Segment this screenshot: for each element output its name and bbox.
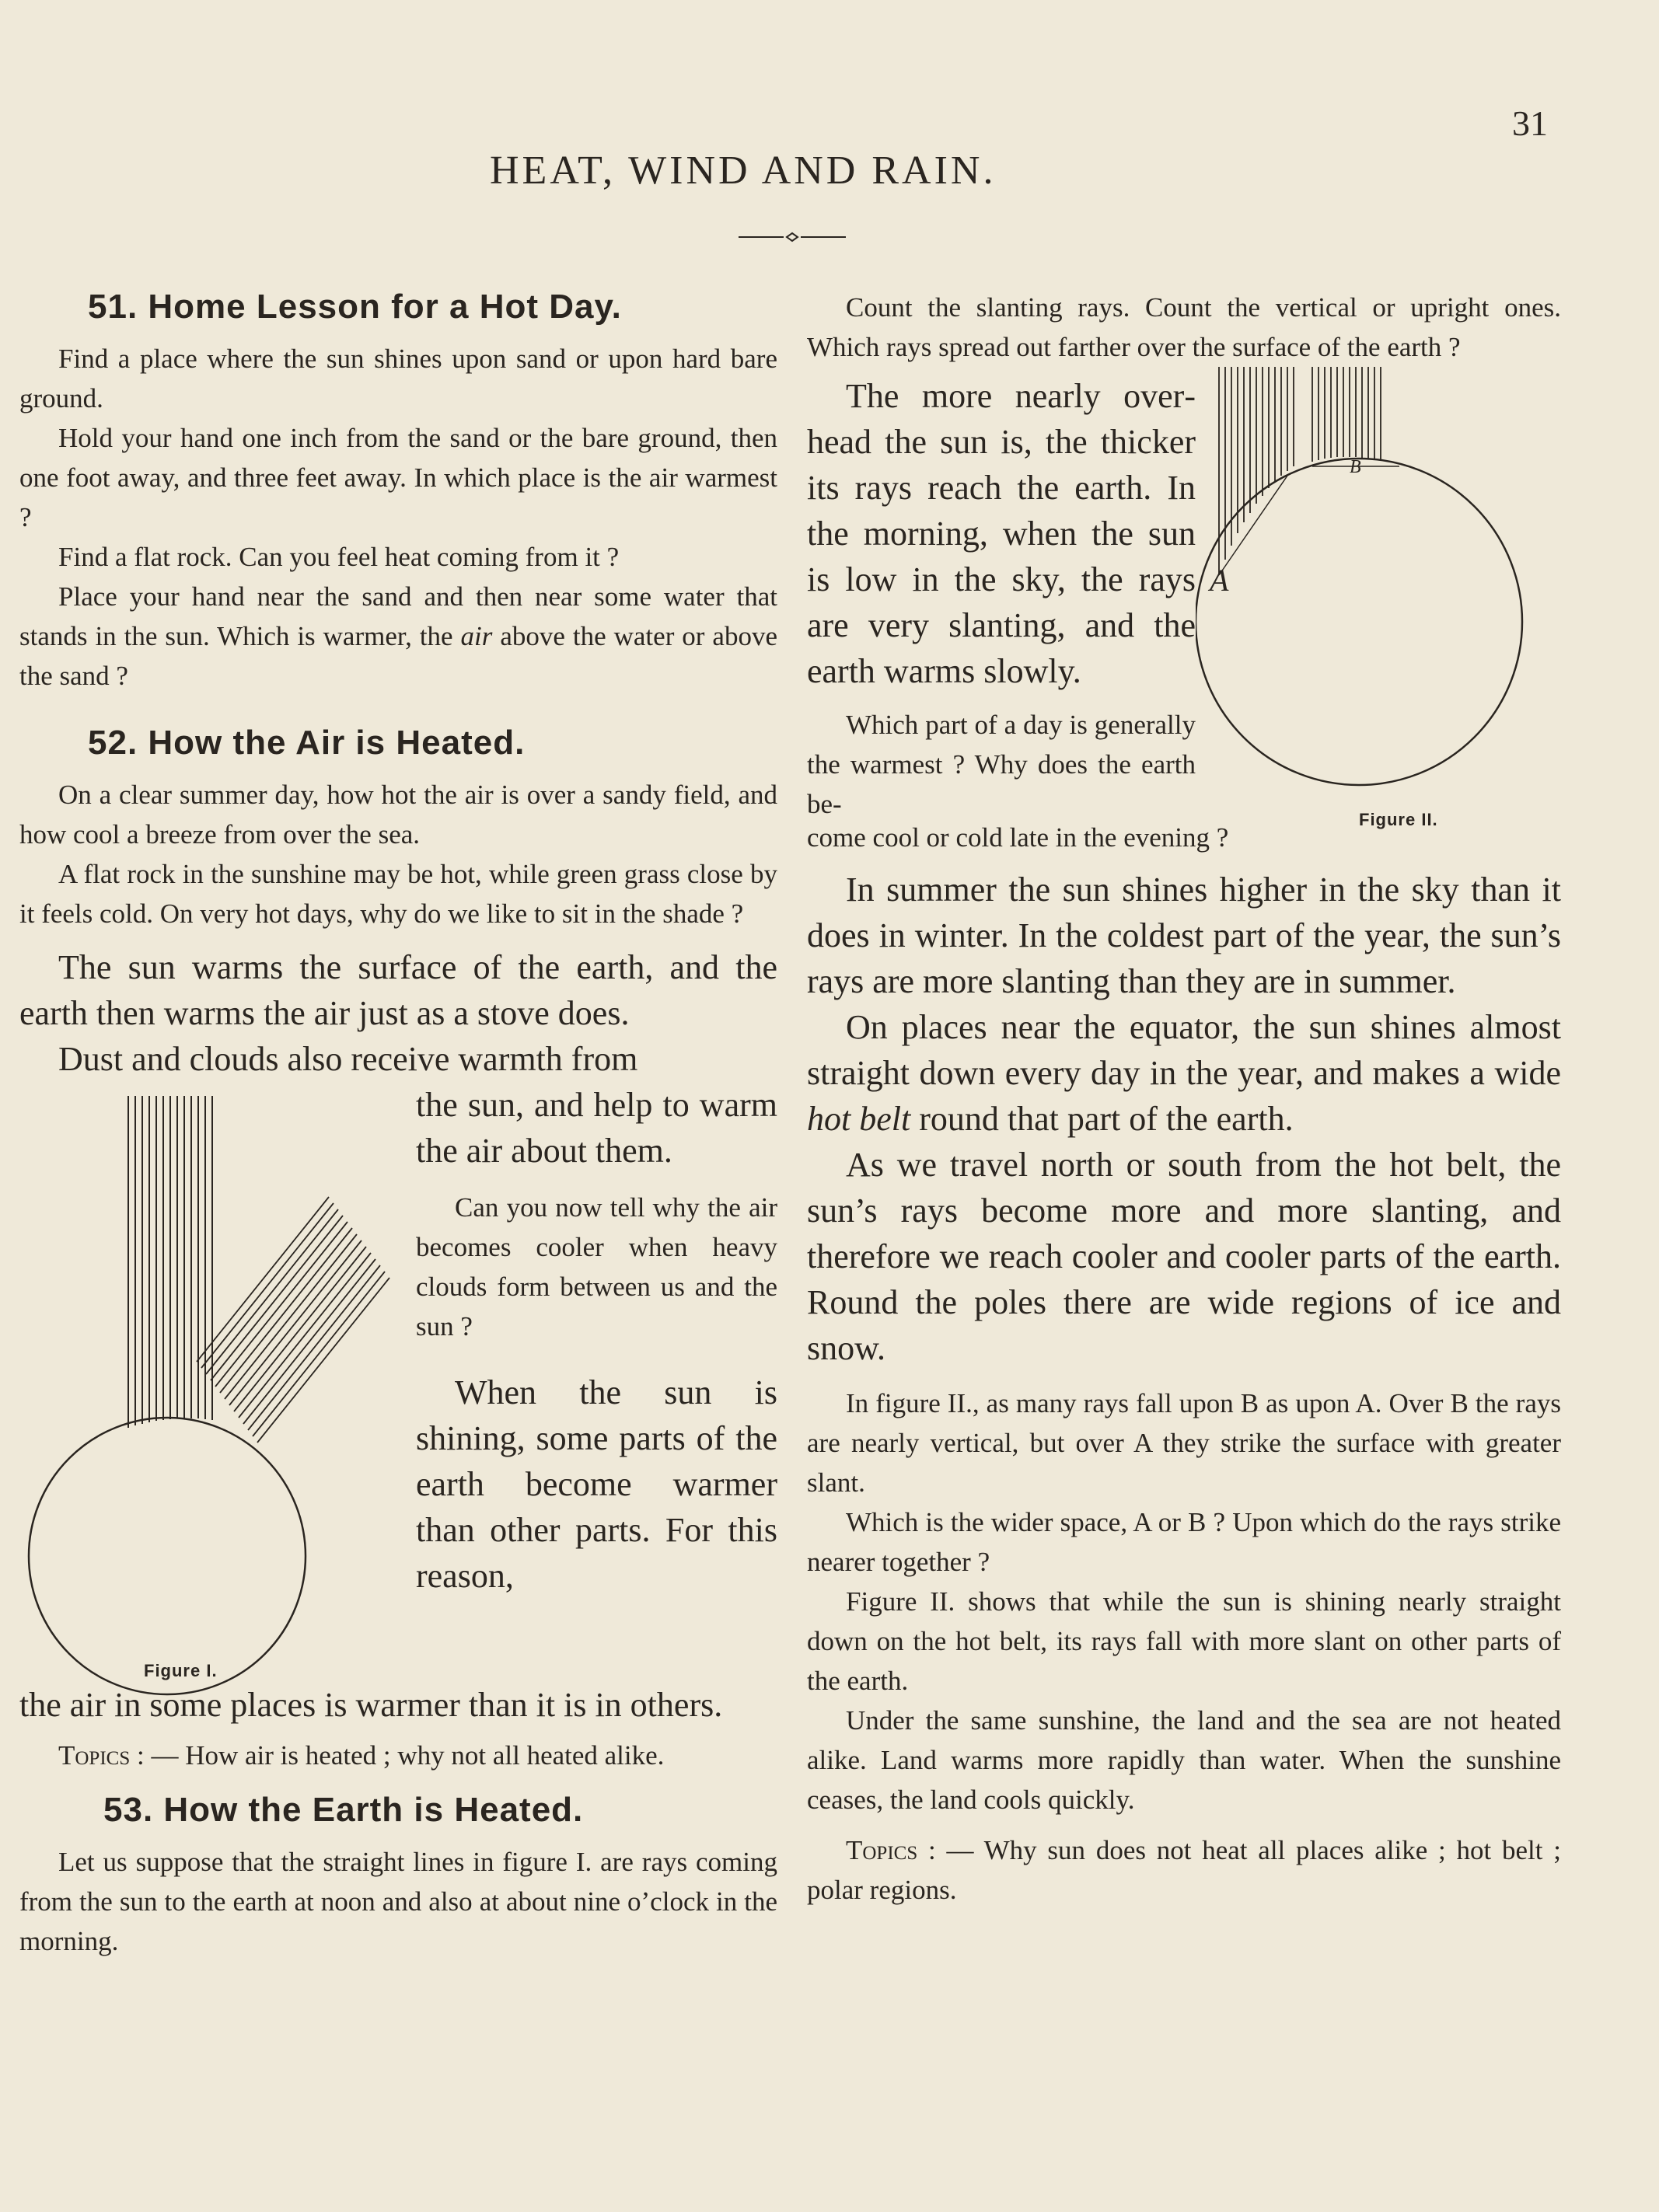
r-q1b: come cool or cold late in the evening ? [807, 822, 1229, 853]
r-p1: Count the slanting rays. Count the vertical or upright ones. Which rays spread out farther over the surface of the earth ? [807, 292, 1561, 362]
heading-51: 51. Home Lesson for a Hot Day. [88, 288, 622, 326]
s52-topics-label: Topics : [58, 1740, 145, 1771]
heading-53: 53. How the Earth is Heated. [103, 1791, 584, 1829]
r-p4-hot-belt: hot belt [807, 1100, 911, 1138]
s53-p1: Let us suppose that the straight lines in figure I. are rays coming from the sun to the earth at noon and also at about nine o’clock in the morning. [19, 1847, 777, 1956]
r-s1: In figure II., as many rays fall upon B as upon A. Over B the rays are nearly vertical, but over A they strike the surface with greater slant. [807, 1388, 1561, 1498]
r-s3: Figure II. shows that while the sun is shining nearly straight down on the hot belt, its rays fall with more slant on other parts of the earth. [807, 1586, 1561, 1696]
ornament-divider [739, 229, 846, 245]
s52-topics-text: — How air is heated ; why not all heated alike. [144, 1740, 665, 1771]
s51-p4-post: above the water or above the sand ? [19, 621, 777, 691]
s51-p4-pre: Place your hand near the sand and then near some water that stands in the sun. Which is warmer, the [19, 581, 777, 651]
r-topics-text: — Why sun does not heat all places alike ; hot belt ; polar regions. [807, 1835, 1561, 1905]
s52-topics [19, 1736, 777, 1775]
r-p4-pre: On places near the equator, the sun shines almost straight down every day in the year, and makes a wide [807, 1008, 1561, 1092]
s52-p1: On a clear summer day, how hot the air is over a sandy field, and how cool a breeze from over the sea. [19, 780, 777, 850]
figure-1-diagram [19, 1082, 400, 1696]
r-s2: Which is the wider space, A or B ? Upon which do the rays strike nearer together ? [807, 1507, 1561, 1577]
s52-p4a: Dust and clouds also receive warmth from [58, 1040, 638, 1078]
right-column [807, 288, 1561, 1910]
figure-2-label-a: A [1210, 563, 1229, 598]
r-topics-label: Topics : [846, 1835, 936, 1865]
left-column [19, 288, 777, 1961]
s51-p4 [19, 577, 777, 696]
s52-p5b: the air in some places is warmer than it is in others. [19, 1686, 723, 1724]
s52-p3: The sun warms the surface of the earth, and the earth then warms the air just as a stove does. [19, 948, 777, 1032]
figure-1-block [19, 1082, 777, 1697]
figure-2-label: Figure II. [1359, 810, 1438, 829]
s52-p2: A flat rock in the sunshine may be hot, while green grass close by it feels cold. On very hot days, why do we like to sit in the shade ? [19, 859, 777, 929]
figure-2-label-b: B [1350, 457, 1361, 477]
r-p2: The more nearly overhead the sun is, the thicker its rays reach the earth. In the morning, when the sun is low in the sky, the rays are very slanting, and the earth warms slowly. [807, 377, 1196, 690]
r-p4 [807, 1004, 1561, 1142]
s51-p3: Find a flat rock. Can you feel heat coming from it ? [58, 542, 620, 572]
s52-question: Can you now tell why the air becomes cooler when heavy clouds form between us and the sun ? [416, 1192, 777, 1342]
s51-p4-air: air [460, 621, 493, 651]
r-s4: Under the same sunshine, the land and the sea are not heated alike. Land warms more rapidly than water. When the sunshine ceases, the land cools quickly. [807, 1705, 1561, 1815]
s52-p4b: the sun, and help to warm the air about them. [416, 1086, 777, 1170]
page-number: 31 [1512, 103, 1548, 143]
r-p5: As we travel north or south from the hot belt, the sun’s rays become more and more slanting, and therefore we reach cooler and cooler parts of the earth. Round the poles there are wide regions of ice and snow. [807, 1146, 1561, 1367]
r-q1a: Which part of a day is generally the warmest ? Why does the earth be- [807, 710, 1196, 819]
figure-2-side-text [807, 373, 1196, 824]
s52-p5a: When the sun is shining, some parts of the earth become warmer than other parts. For this reason, [416, 1373, 777, 1595]
r-p4-post: round that part of the earth. [910, 1100, 1294, 1138]
r-topics [807, 1830, 1561, 1910]
s51-p1: Find a place where the sun shines upon sand or upon hard bare ground. [19, 344, 777, 413]
r-p3: In summer the sun shines higher in the sky than it does in winter. In the coldest part of the year, the sun’s rays are more slanting than they are in summer. [807, 870, 1561, 1000]
figure-1-side-text [416, 1082, 777, 1599]
heading-52: 52. How the Air is Heated. [88, 724, 526, 762]
figure-1-label: Figure I. [144, 1661, 218, 1680]
running-head: HEAT, WIND AND RAIN. [490, 148, 997, 193]
figure-2-diagram [1196, 350, 1561, 894]
figure-2-block [807, 373, 1561, 917]
s51-p2: Hold your hand one inch from the sand or the bare ground, then one foot away, and three feet away. In which place is the air warmest ? [19, 423, 777, 532]
